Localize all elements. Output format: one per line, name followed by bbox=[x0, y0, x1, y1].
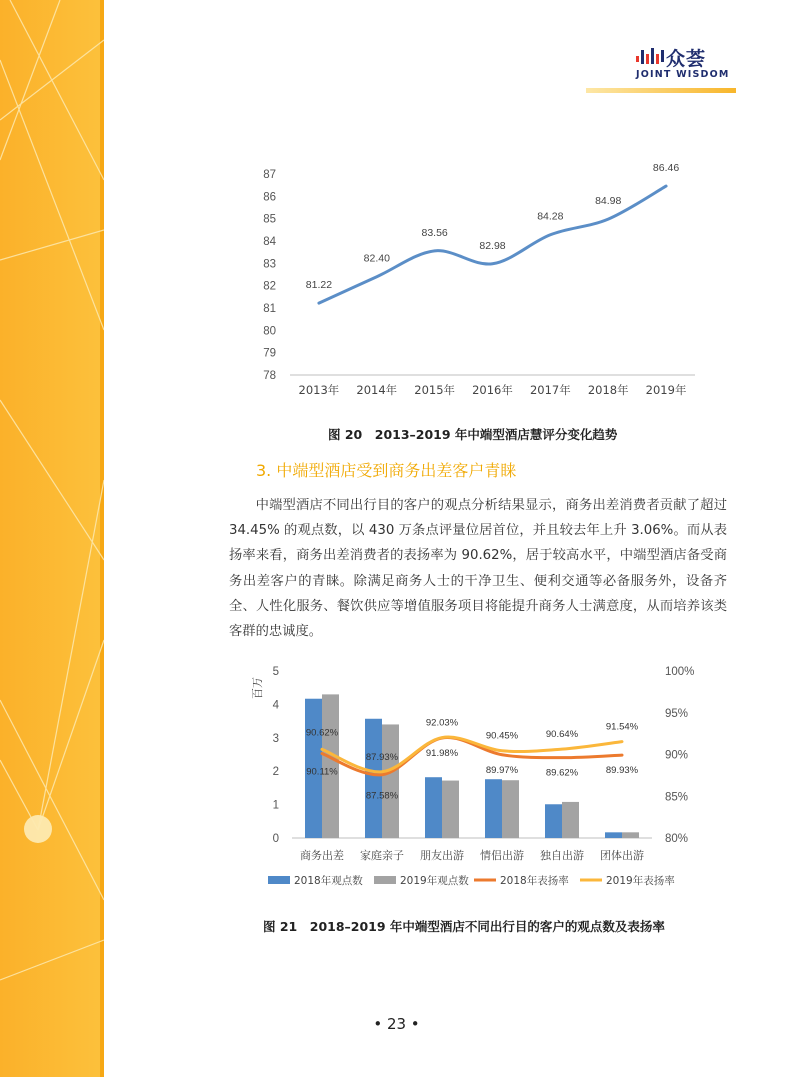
rate-label-2019: 90.64% bbox=[545, 729, 579, 741]
legend-label: 2019年表扬率 bbox=[606, 875, 675, 887]
x-tick-label: 2015年 bbox=[414, 383, 456, 397]
y-tick-label: 81 bbox=[263, 303, 276, 315]
y2-tick-label: 85% bbox=[665, 791, 689, 804]
bar-2018 bbox=[425, 777, 442, 838]
legend-item bbox=[580, 874, 675, 887]
y-tick-label: 82 bbox=[263, 280, 276, 293]
legend-swatch bbox=[268, 876, 290, 884]
x-tick-label: 团体出游 bbox=[600, 849, 644, 862]
rate-label-2019: 90.45% bbox=[485, 730, 519, 742]
decorative-sidebar bbox=[0, 0, 104, 1077]
bar-2019 bbox=[502, 780, 519, 838]
bar-2019 bbox=[442, 781, 459, 838]
data-label: 84.28 bbox=[537, 210, 564, 223]
y-tick-label: 0 bbox=[272, 833, 279, 845]
rate-label-2018: 87.58% bbox=[365, 790, 399, 802]
y2-tick-label: 90% bbox=[665, 749, 689, 762]
x-tick-label: 2019年 bbox=[645, 383, 687, 397]
x-tick-label: 独自出游 bbox=[540, 849, 584, 862]
data-label: 84.98 bbox=[595, 195, 622, 208]
rate-label-2018: 90.11% bbox=[306, 766, 338, 778]
bar-line-chart bbox=[250, 658, 710, 898]
legend-item bbox=[374, 874, 469, 887]
x-tick-label: 情侣出游 bbox=[480, 849, 524, 862]
legend-label: 2018年观点数 bbox=[294, 875, 363, 887]
x-tick-label: 2018年 bbox=[587, 383, 629, 397]
rate-label-2019: 87.93% bbox=[365, 751, 399, 763]
line-chart bbox=[250, 150, 700, 410]
y-tick-label: 3 bbox=[272, 732, 279, 745]
header-rule bbox=[586, 88, 736, 93]
x-tick-label: 商务出差 bbox=[300, 849, 344, 862]
bar-2018 bbox=[485, 779, 502, 838]
logo-text-cn: 众荟 bbox=[666, 48, 707, 70]
x-tick-label: 2016年 bbox=[472, 383, 513, 397]
y-tick-label: 87 bbox=[263, 169, 276, 181]
rate-label-2019: 92.03% bbox=[425, 717, 459, 729]
rate-label-2018: 91.98% bbox=[425, 747, 459, 759]
data-label: 86.46 bbox=[652, 162, 680, 175]
y-tick-label: 80 bbox=[263, 325, 276, 338]
y-tick-label: 4 bbox=[272, 699, 279, 712]
data-label: 82.98 bbox=[479, 239, 506, 252]
legend-label: 2019年观点数 bbox=[400, 875, 469, 887]
y-axis-title: 百万 bbox=[251, 677, 264, 699]
y-tick-label: 5 bbox=[272, 666, 279, 678]
x-tick-label: 2013年 bbox=[298, 383, 340, 397]
bar-2018 bbox=[545, 804, 562, 838]
rate-label-2018: 89.62% bbox=[545, 767, 579, 779]
figure-20-caption: 图 20 2013–2019 年中端型酒店慧评分变化趋势 bbox=[328, 427, 618, 442]
y-tick-label: 84 bbox=[263, 236, 276, 248]
logo-text-en: JOINT WISDOM bbox=[636, 69, 730, 80]
x-tick-label: 2017年 bbox=[529, 383, 571, 397]
bar-2019 bbox=[622, 832, 639, 838]
section-heading: 3. 中端型酒店受到商务出差客户青睐 bbox=[256, 461, 517, 480]
rate-label-2018: 89.93% bbox=[605, 765, 639, 777]
y2-tick-label: 100% bbox=[665, 666, 695, 678]
data-label: 83.56 bbox=[421, 226, 448, 239]
y-tick-label: 83 bbox=[263, 258, 276, 271]
bar-2019 bbox=[562, 802, 579, 838]
y2-tick-label: 80% bbox=[665, 833, 689, 845]
y2-tick-label: 95% bbox=[665, 707, 689, 720]
legend-swatch bbox=[374, 876, 396, 884]
bar-2018 bbox=[605, 832, 622, 838]
y-tick-label: 79 bbox=[263, 347, 276, 360]
y-tick-label: 1 bbox=[272, 799, 279, 812]
rate-label-2018: 89.97% bbox=[485, 764, 519, 776]
y-tick-label: 86 bbox=[263, 191, 276, 204]
bar-2018 bbox=[365, 719, 382, 838]
x-tick-label: 2014年 bbox=[356, 383, 398, 397]
y-tick-label: 85 bbox=[263, 213, 276, 226]
figure-21-caption: 图 21 2018–2019 年中端型酒店不同出行目的客户的观点数及表扬率 bbox=[263, 919, 665, 934]
y-tick-label: 78 bbox=[263, 370, 276, 382]
y-tick-label: 2 bbox=[272, 766, 279, 779]
brand-logo bbox=[636, 44, 742, 84]
rate-label-2019: 90.62% bbox=[305, 727, 339, 739]
body-paragraph: 中端型酒店不同出行目的客户的观点分析结果显示，商务出差消费者贡献了超过 34.45% 的观点数，以 430 万条点评量位居首位，并且较去年上升 3.06%。而从表扬率来看，商务出差消费者的表扬率为 90.62%，居于较高水平，中端型酒店备受商务出差客户的青睐。除满足商务人士的干净卫生、便利交通等必备服务外，设备齐全、人性化服务、餐饮供应等增值服务项目将能提升商务人士满意度，从而培养该类客群的忠诚度。 bbox=[229, 498, 727, 640]
page-number: • 23 • bbox=[373, 1015, 420, 1033]
legend-label: 2018年表扬率 bbox=[500, 875, 569, 887]
legend-item bbox=[474, 874, 569, 887]
logo-mark-icon bbox=[636, 48, 666, 66]
x-tick-label: 家庭亲子 bbox=[360, 849, 404, 862]
data-label: 81.22 bbox=[305, 279, 333, 292]
rate-label-2019: 91.54% bbox=[605, 721, 639, 733]
x-tick-label: 朋友出游 bbox=[420, 849, 464, 862]
legend-item bbox=[268, 874, 363, 887]
data-label: 82.40 bbox=[363, 252, 390, 265]
bar-2019 bbox=[382, 724, 399, 838]
